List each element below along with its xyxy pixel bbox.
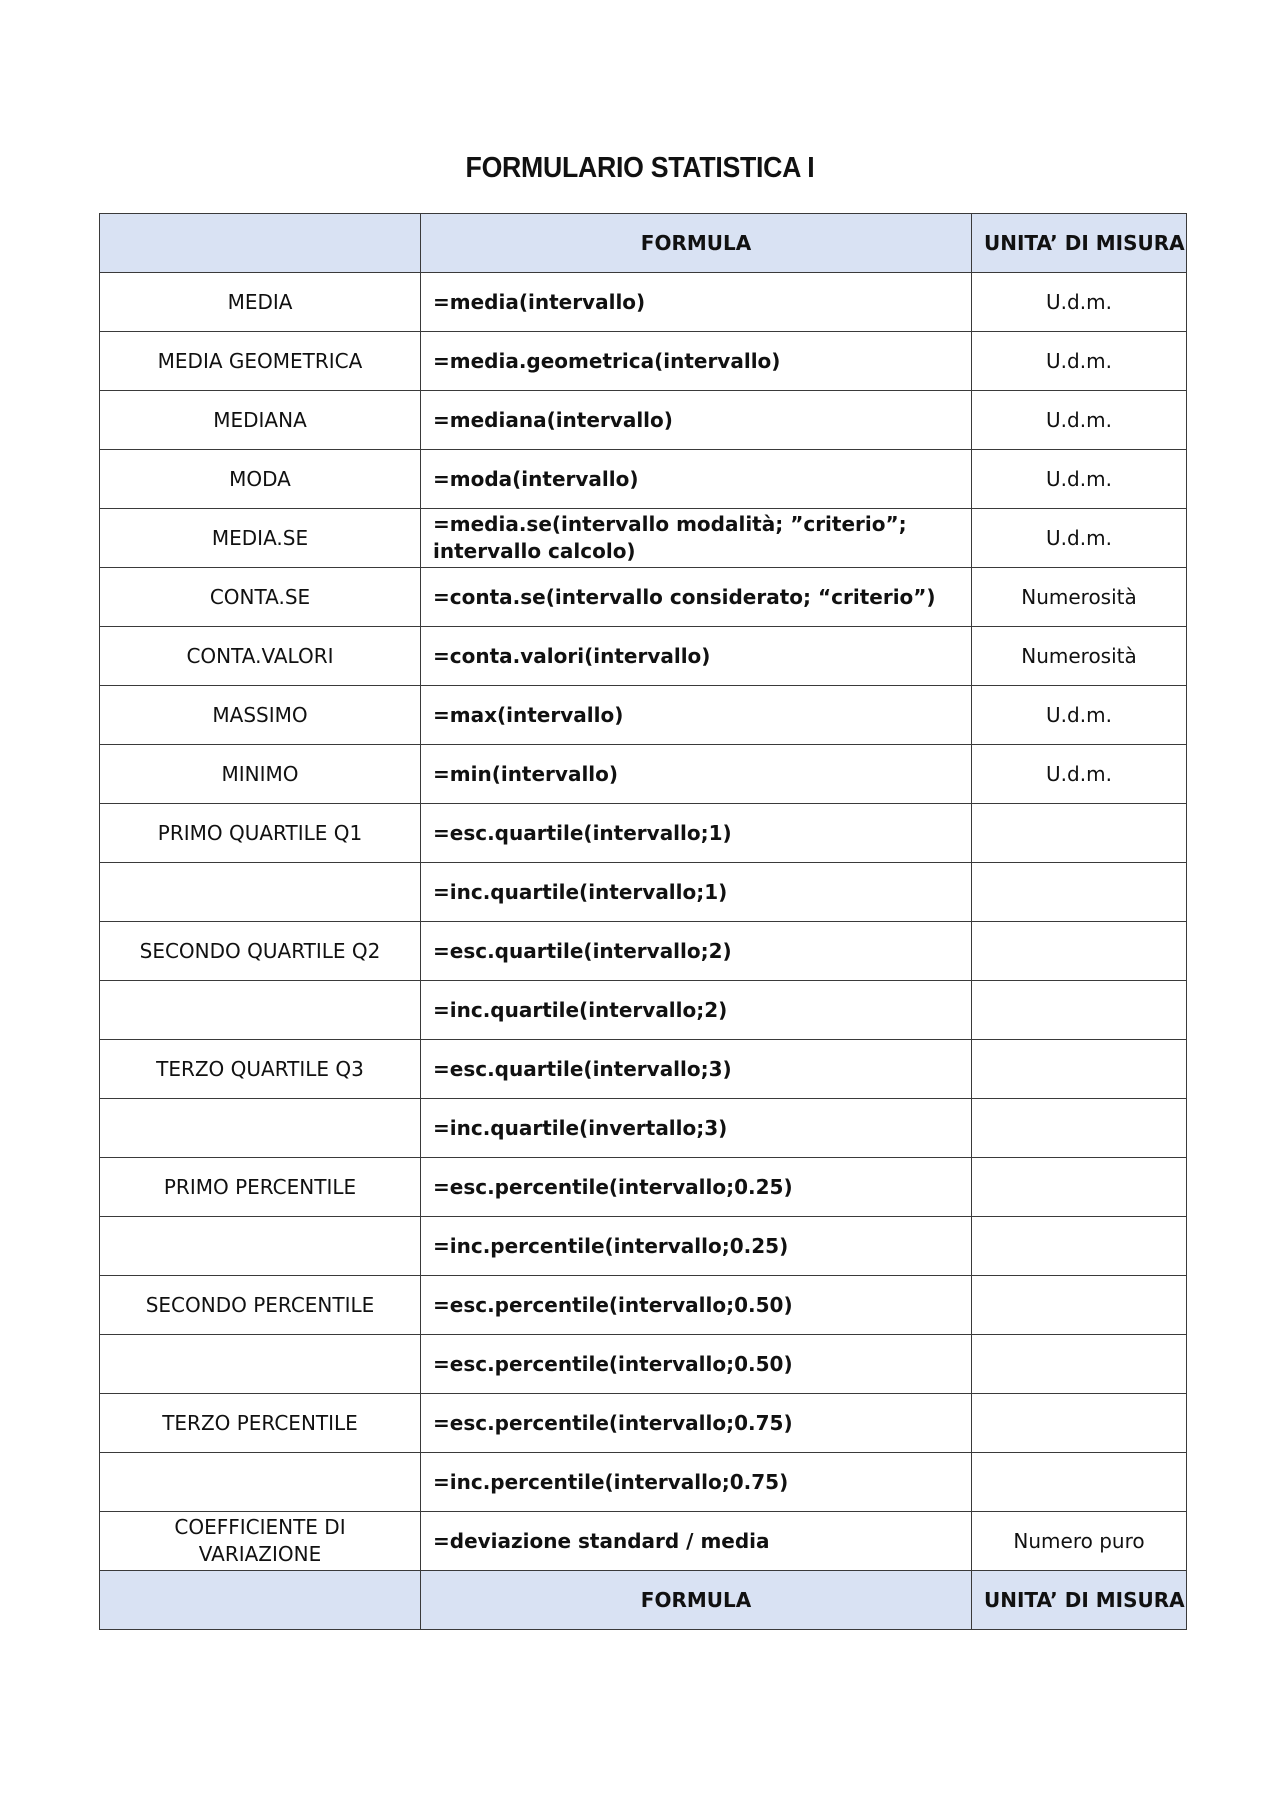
formula-cell: =media(intervallo) [421, 273, 972, 332]
measure-name-cell: MEDIA.SE [100, 509, 421, 568]
formula-cell: =esc.quartile(intervallo;2) [421, 922, 972, 981]
table-header-row [100, 214, 1187, 273]
table-row [100, 1512, 1187, 1571]
table-row [100, 1099, 1187, 1158]
table-row [100, 1276, 1187, 1335]
formula-cell: =min(intervallo) [421, 745, 972, 804]
footer-unit-cell: UNITA’ DI MISURA [972, 1571, 1187, 1630]
table-row [100, 1453, 1187, 1512]
measure-name-cell: CONTA.SE [100, 568, 421, 627]
table-row [100, 745, 1187, 804]
table-row [100, 922, 1187, 981]
measure-name-cell: PRIMO QUARTILE Q1 [100, 804, 421, 863]
measure-name-cell: TERZO QUARTILE Q3 [100, 1040, 421, 1099]
table-row [100, 1394, 1187, 1453]
table-row [100, 509, 1187, 568]
formula-cell: =esc.percentile(intervallo;0.25) [421, 1158, 972, 1217]
measure-name-cell: MEDIANA [100, 391, 421, 450]
formula-cell: =inc.percentile(intervallo;0.25) [421, 1217, 972, 1276]
table-row [100, 686, 1187, 745]
table-row [100, 568, 1187, 627]
unit-cell [972, 804, 1187, 863]
measure-name-cell: CONTA.VALORI [100, 627, 421, 686]
table-row [100, 1040, 1187, 1099]
table-row [100, 450, 1187, 509]
formula-cell: =inc.percentile(intervallo;0.75) [421, 1453, 972, 1512]
formula-cell: =conta.se(intervallo considerato; “criterio”) [421, 568, 972, 627]
table-row [100, 863, 1187, 922]
header-formula-cell: FORMULA [421, 214, 972, 273]
formula-cell: =esc.percentile(intervallo;0.50) [421, 1276, 972, 1335]
unit-cell: U.d.m. [972, 686, 1187, 745]
footer-name-cell [100, 1571, 421, 1630]
header-unit-cell: UNITA’ DI MISURA [972, 214, 1187, 273]
unit-cell: U.d.m. [972, 391, 1187, 450]
measure-name-cell: PRIMO PERCENTILE [100, 1158, 421, 1217]
measure-name-cell: MODA [100, 450, 421, 509]
formula-cell: =esc.percentile(intervallo;0.75) [421, 1394, 972, 1453]
measure-name-cell: MEDIA [100, 273, 421, 332]
unit-cell: Numerosità [972, 568, 1187, 627]
measure-name-cell [100, 1335, 421, 1394]
formula-cell: =esc.quartile(intervallo;1) [421, 804, 972, 863]
table-row [100, 332, 1187, 391]
formula-cell: =conta.valori(intervallo) [421, 627, 972, 686]
table-row [100, 1217, 1187, 1276]
unit-cell: U.d.m. [972, 273, 1187, 332]
measure-name-cell [100, 863, 421, 922]
unit-cell: U.d.m. [972, 450, 1187, 509]
formula-cell: =esc.quartile(intervallo;3) [421, 1040, 972, 1099]
measure-name-cell: SECONDO PERCENTILE [100, 1276, 421, 1335]
measure-name-cell: MEDIA GEOMETRICA [100, 332, 421, 391]
unit-cell [972, 1099, 1187, 1158]
formula-cell: =esc.percentile(intervallo;0.50) [421, 1335, 972, 1394]
unit-cell [972, 1335, 1187, 1394]
formula-cell: =max(intervallo) [421, 686, 972, 745]
table-row [100, 1158, 1187, 1217]
table-footer-row [100, 1571, 1187, 1630]
table-row [100, 627, 1187, 686]
unit-cell [972, 1394, 1187, 1453]
formula-cell: =deviazione standard / media [421, 1512, 972, 1571]
footer-formula-cell: FORMULA [421, 1571, 972, 1630]
formula-cell: =mediana(intervallo) [421, 391, 972, 450]
measure-name-cell: MASSIMO [100, 686, 421, 745]
measure-name-cell [100, 981, 421, 1040]
unit-cell: Numero puro [972, 1512, 1187, 1571]
measure-name-cell: TERZO PERCENTILE [100, 1394, 421, 1453]
formula-cell: =moda(intervallo) [421, 450, 972, 509]
unit-cell [972, 1158, 1187, 1217]
formula-cell: =media.se(intervallo modalità; ”criterio”; intervallo calcolo) [421, 509, 972, 568]
formula-cell: =inc.quartile(intervallo;1) [421, 863, 972, 922]
unit-cell [972, 1453, 1187, 1512]
unit-cell: Numerosità [972, 627, 1187, 686]
unit-cell [972, 1040, 1187, 1099]
unit-cell [972, 1276, 1187, 1335]
measure-name-cell [100, 1453, 421, 1512]
table-row [100, 981, 1187, 1040]
header-name-cell [100, 214, 421, 273]
measure-name-cell [100, 1099, 421, 1158]
table-row [100, 1335, 1187, 1394]
table-row [100, 804, 1187, 863]
unit-cell [972, 981, 1187, 1040]
measure-name-cell: MINIMO [100, 745, 421, 804]
unit-cell [972, 922, 1187, 981]
unit-cell [972, 863, 1187, 922]
measure-name-cell [100, 1217, 421, 1276]
formula-cell: =inc.quartile(intervallo;2) [421, 981, 972, 1040]
formula-cell: =media.geometrica(intervallo) [421, 332, 972, 391]
table-row [100, 391, 1187, 450]
unit-cell: U.d.m. [972, 332, 1187, 391]
measure-name-cell: SECONDO QUARTILE Q2 [100, 922, 421, 981]
formula-cell: =inc.quartile(invertallo;3) [421, 1099, 972, 1158]
measure-name-cell: COEFFICIENTE DI VARIAZIONE [100, 1512, 421, 1571]
table-row [100, 273, 1187, 332]
unit-cell: U.d.m. [972, 745, 1187, 804]
formula-table [99, 213, 1187, 1630]
document-title: FORMULARIO STATISTICA I [465, 152, 815, 184]
unit-cell: U.d.m. [972, 509, 1187, 568]
unit-cell [972, 1217, 1187, 1276]
